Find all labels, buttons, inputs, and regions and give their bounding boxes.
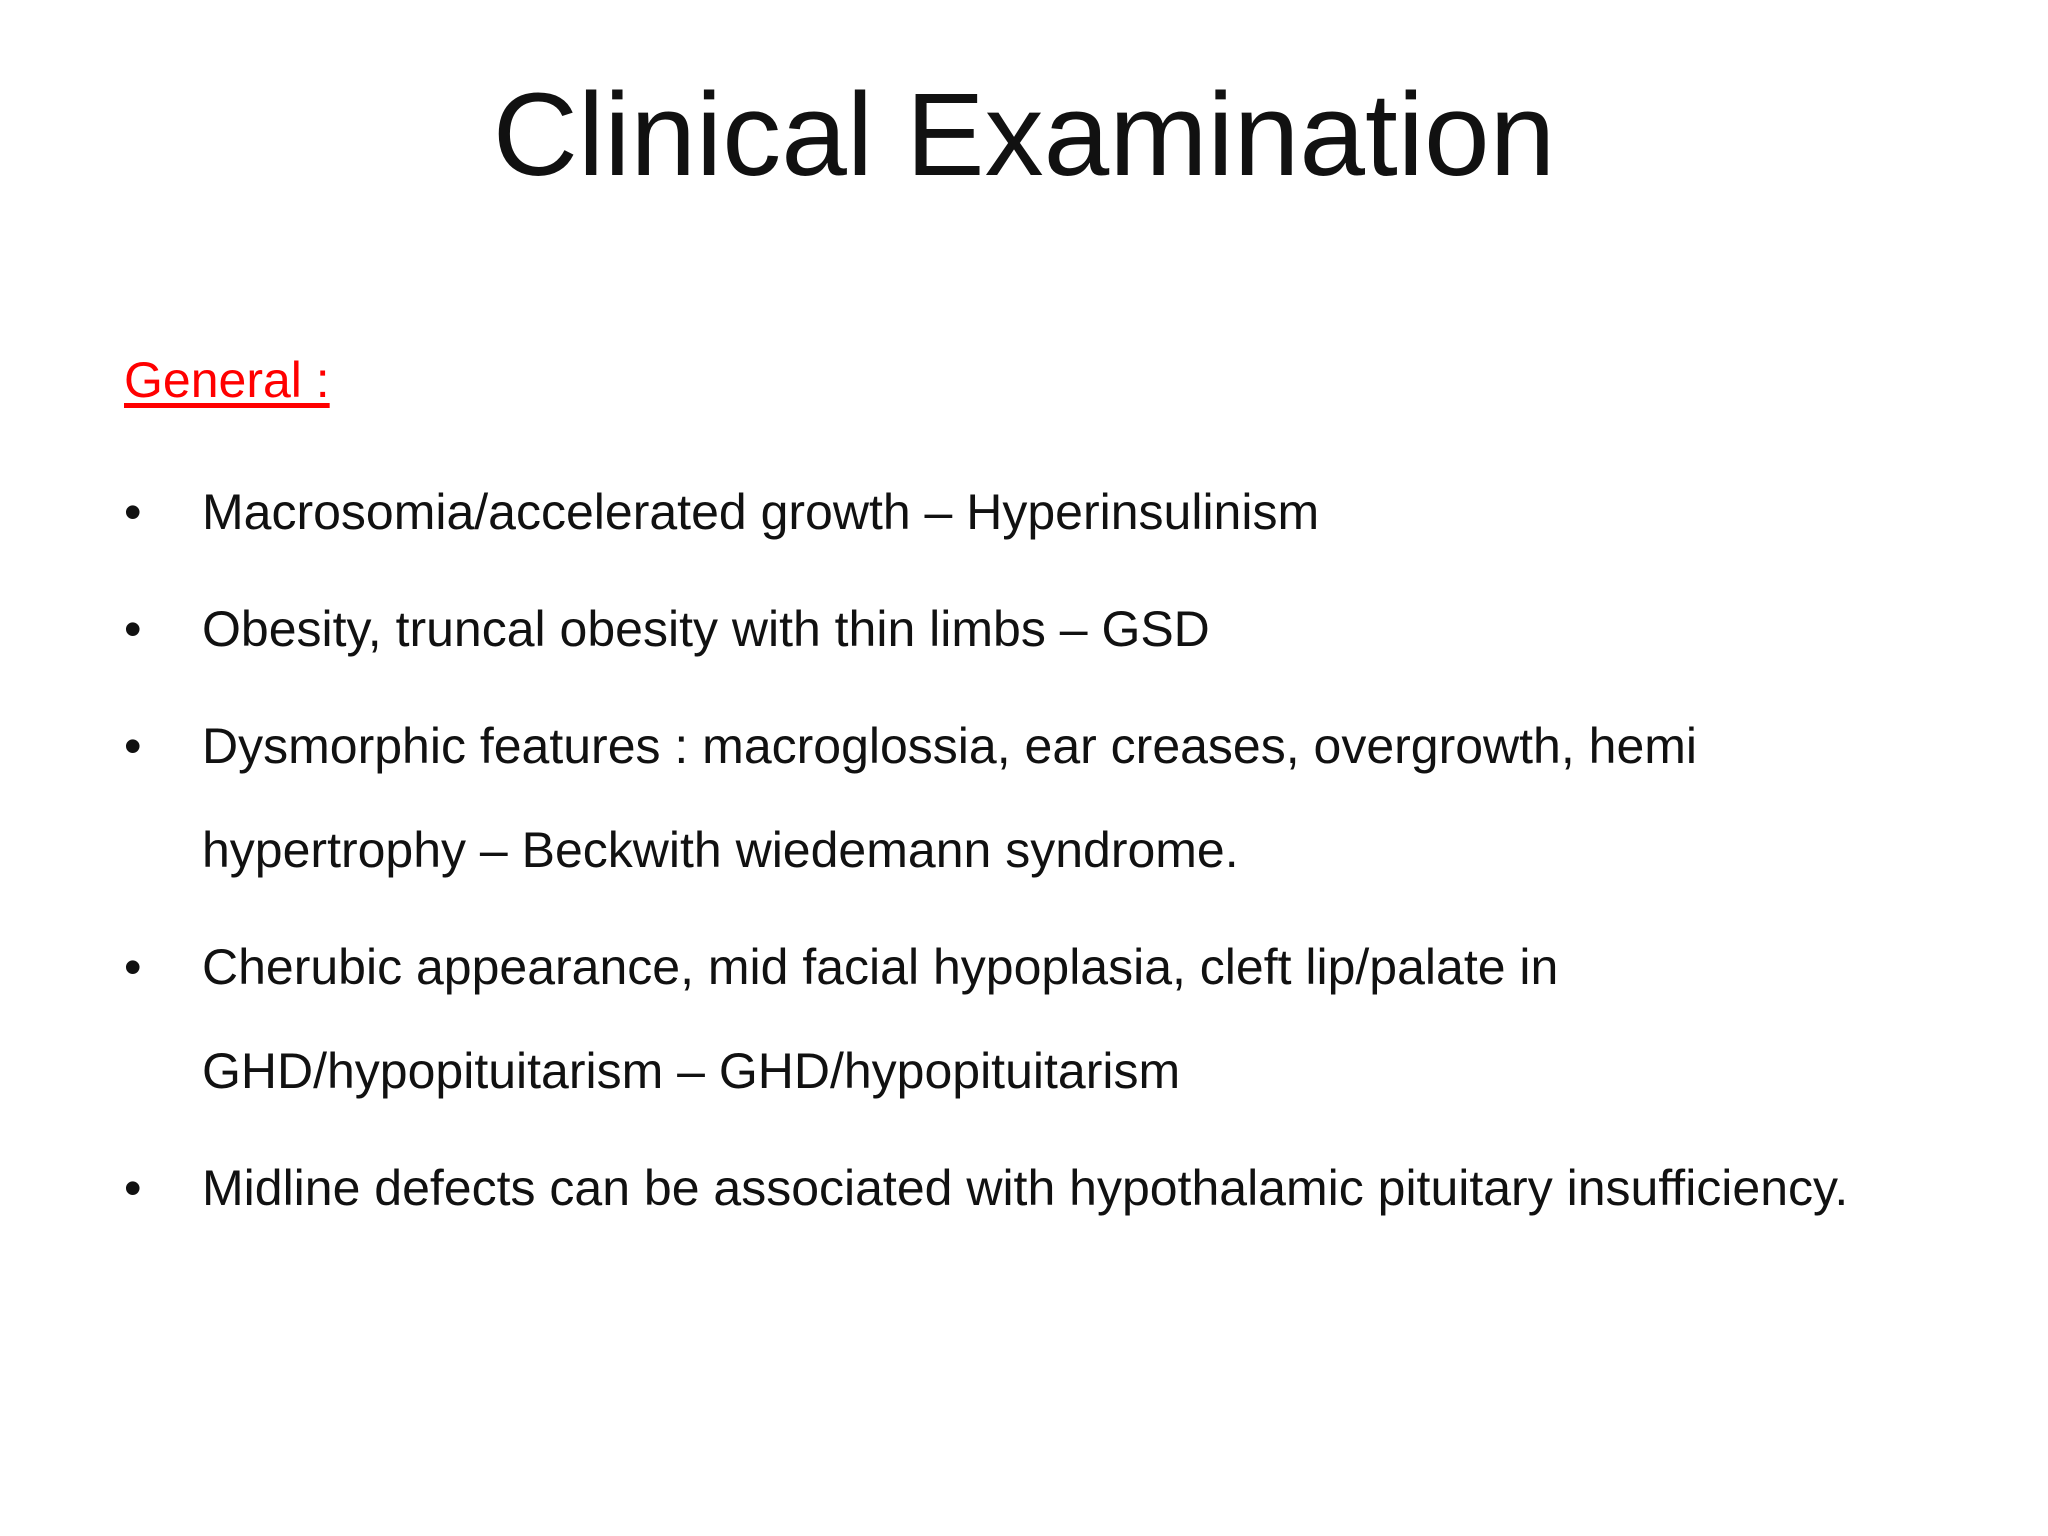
bullet-item-5 <box>124 1136 1944 1240</box>
bullet-text-3: Dysmorphic features : macroglossia, ear creases, overgrowth, hemi hypertrophy – Beckwith wiedemann syndrome. <box>202 718 1698 878</box>
bullet-icon: • <box>124 1160 142 1216</box>
bullet-item-2 <box>124 577 1944 681</box>
slide-title: Clinical Examination <box>492 69 1556 201</box>
bullet-text-5: Midline defects can be associated with hypothalamic pituitary insufficiency. <box>202 1160 1849 1216</box>
slide-content <box>124 345 1944 1253</box>
bullet-text-4: Cherubic appearance, mid facial hypoplasia, cleft lip/palate in GHD/hypopituitarism – GHD/hypopituitarism <box>202 939 1559 1099</box>
bullet-list <box>124 460 1944 1240</box>
bullet-icon: • <box>124 939 142 995</box>
bullet-item-1 <box>124 460 1944 564</box>
bullet-item-3 <box>124 694 1944 902</box>
bullet-text-1: Macrosomia/accelerated growth – Hyperinsulinism <box>202 484 1320 540</box>
bullet-icon: • <box>124 601 142 657</box>
bullet-icon: • <box>124 718 142 774</box>
bullet-icon: • <box>124 484 142 540</box>
bullet-text-2: Obesity, truncal obesity with thin limbs – GSD <box>202 601 1210 657</box>
section-heading: General : <box>124 352 330 408</box>
bullet-item-4 <box>124 915 1944 1123</box>
